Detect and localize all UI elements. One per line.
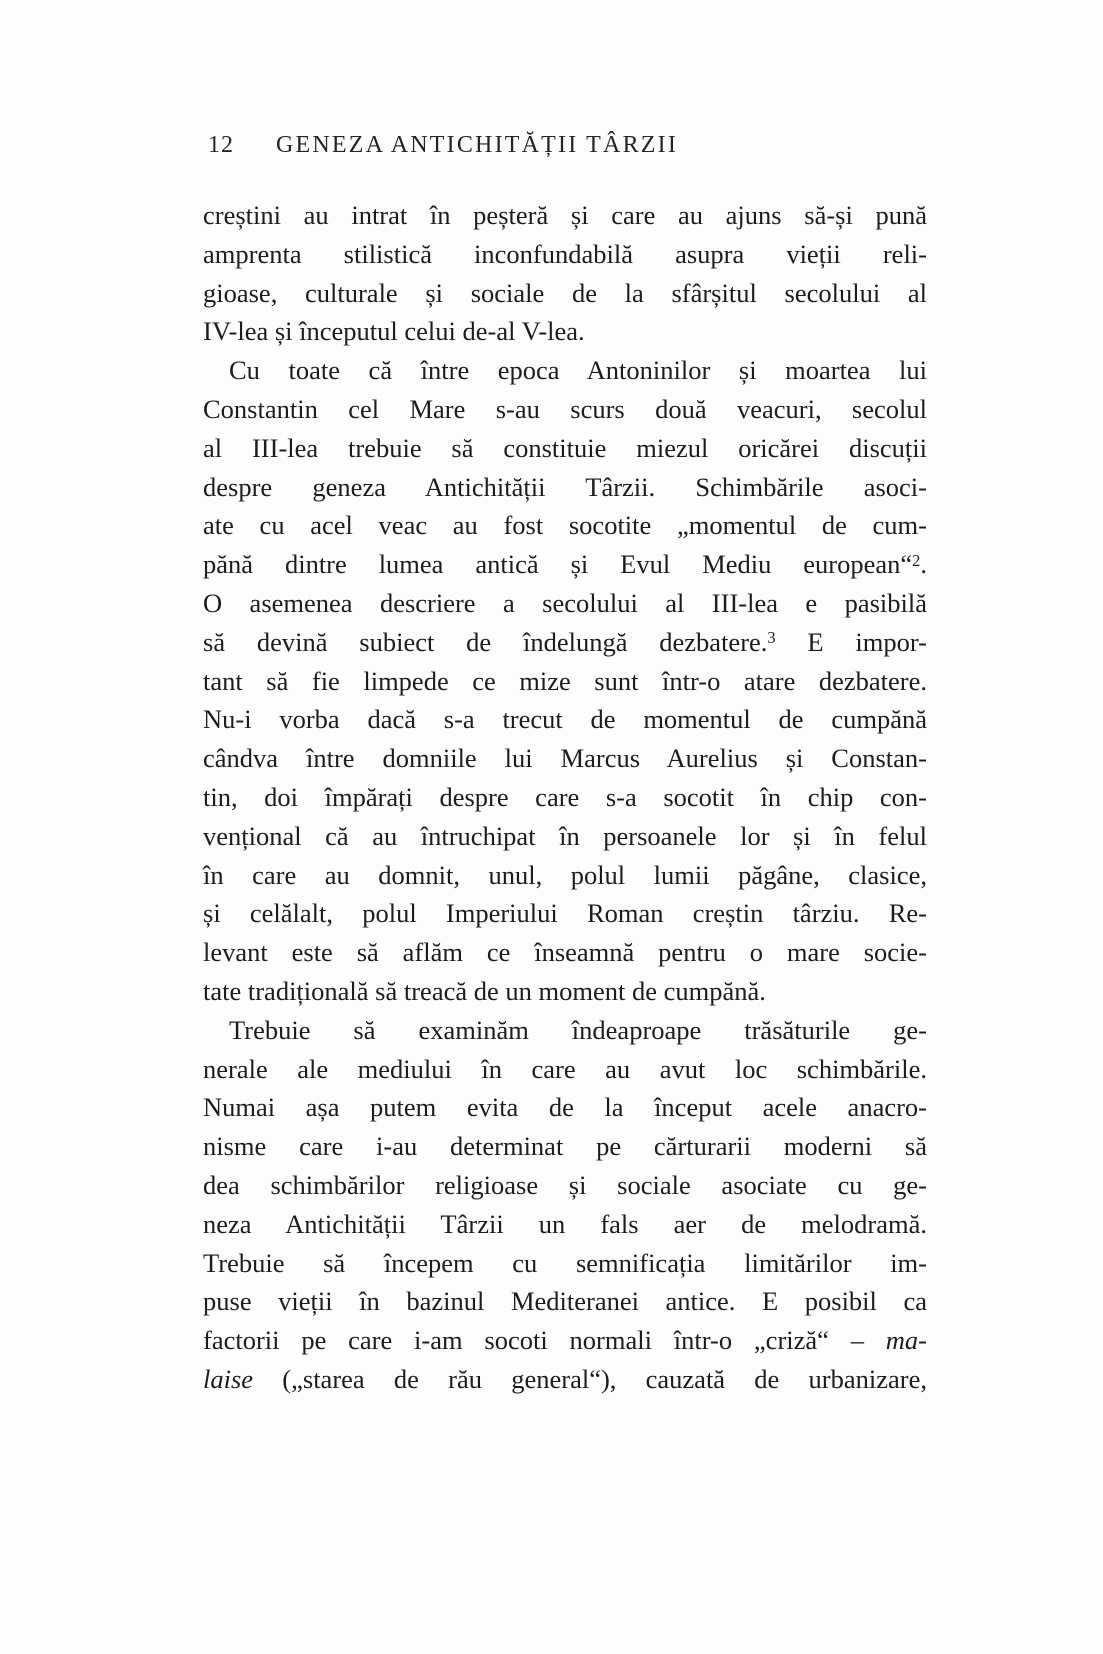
text-segment: tant să fie limpede ce mize sunt într-o atare dezbatere. — [203, 665, 927, 696]
footnote-reference: 3 — [767, 628, 776, 648]
text-segment: laise — [203, 1363, 254, 1394]
text-segment: Nu-i vorba dacă s-a trecut de momentul de cumpănă — [203, 704, 927, 735]
text-segment: („starea de rău general“), cauzată de urbanizare, — [253, 1363, 927, 1394]
text-segment: să devină subiect de îndelungă dezbatere. — [203, 626, 768, 657]
text-line — [203, 856, 927, 895]
text-line — [203, 390, 927, 429]
text-line — [203, 1244, 927, 1283]
text-line — [203, 1088, 927, 1127]
text-line — [203, 894, 927, 933]
text-segment: amprenta stilistică inconfundabilă asupra vieții reli- — [203, 238, 927, 269]
text-segment: despre geneza Antichității Târzii. Schimbările asoci- — [203, 471, 927, 502]
text-line — [203, 662, 927, 701]
text-segment: levant este să aflăm ce înseamnă pentru o mare socie- — [203, 937, 927, 968]
footnote-reference: 2 — [912, 550, 921, 570]
body-text — [203, 196, 927, 1399]
text-segment: vențional că au întruchipat în persoanele lor și în felul — [203, 820, 927, 851]
text-segment: Numai așa putem evita de la început acele anacro- — [203, 1092, 927, 1123]
page-number: 12 — [208, 132, 234, 158]
text-segment: și celălalt, polul Imperiului Roman creștin târziu. Re- — [203, 898, 927, 929]
text-segment: nisme care i-au determinat pe cărturarii moderni să — [203, 1131, 927, 1162]
text-segment: ate cu acel veac au fost socotite „momentul de cum- — [203, 510, 927, 541]
text-segment: puse vieții în bazinul Mediteranei antice. E posibil ca — [203, 1286, 927, 1317]
text-segment: ma- — [885, 1325, 927, 1356]
text-segment: E impor- — [775, 626, 928, 657]
text-segment: Constantin cel Mare s-au scurs două veacuri, secolul — [203, 393, 927, 424]
text-segment: . — [920, 549, 927, 580]
text-line — [203, 1166, 927, 1205]
text-line — [203, 817, 927, 856]
text-line — [203, 235, 927, 274]
text-segment: pănă dintre lumea antică și Evul Mediu european“ — [203, 549, 913, 580]
text-segment: Trebuie să începem cu semnificația limitărilor im- — [203, 1247, 927, 1278]
text-line — [203, 1050, 927, 1089]
text-line — [203, 700, 927, 739]
text-line — [203, 1205, 927, 1244]
text-segment: dea schimbărilor religioase și sociale asociate cu ge- — [203, 1169, 927, 1200]
text-line — [203, 274, 927, 313]
text-segment: factorii pe care i-am socoti normali într-o „criză“ – — [203, 1325, 886, 1356]
text-line — [203, 429, 927, 468]
text-line — [203, 506, 927, 545]
text-segment: nerale ale mediului în care au avut loc schimbările. — [203, 1053, 927, 1084]
text-line — [203, 1321, 927, 1360]
text-segment: Cu toate că între epoca Antoninilor și moartea lui — [229, 355, 927, 386]
text-line — [203, 972, 927, 1011]
text-line — [203, 1360, 927, 1399]
text-line — [203, 1282, 927, 1321]
text-segment: O asemenea descriere a secolului al III-lea e pasibilă — [203, 587, 927, 618]
text-line — [203, 1127, 927, 1166]
text-segment: creștini au intrat în peșteră și care au ajuns să-și pună — [203, 200, 927, 230]
text-line — [203, 1011, 927, 1050]
text-segment: Trebuie să examinăm îndeaproape trăsăturile ge- — [229, 1014, 927, 1045]
running-header — [208, 130, 925, 160]
text-segment: al III-lea trebuie să constituie miezul oricărei discuții — [203, 432, 927, 463]
text-line — [203, 312, 927, 351]
text-segment: gioase, culturale și sociale de la sfârșitul secolului al — [203, 277, 927, 308]
text-segment: în care au domnit, unul, polul lumii păgâne, clasice, — [203, 859, 927, 890]
running-title: GENEZA ANTICHITĂȚII TÂRZII — [276, 132, 679, 158]
text-segment: IV-lea și începutul celui de-al V-lea. — [203, 316, 585, 347]
text-line — [203, 545, 927, 584]
text-segment: cândva între domniile lui Marcus Aurelius și Constan- — [203, 743, 927, 774]
text-line — [203, 623, 927, 662]
text-line — [203, 739, 927, 778]
text-segment: tin, doi împărați despre care s-a socotit în chip con- — [203, 781, 927, 812]
text-line — [203, 468, 927, 507]
text-line — [203, 584, 927, 623]
text-segment: neza Antichității Târzii un fals aer de melodramă. — [203, 1208, 927, 1239]
text-line — [203, 933, 927, 972]
text-line — [203, 778, 927, 817]
text-line — [203, 351, 927, 390]
text-line — [203, 196, 927, 235]
text-segment: tate tradițională să treacă de un moment de cumpănă. — [203, 975, 766, 1006]
